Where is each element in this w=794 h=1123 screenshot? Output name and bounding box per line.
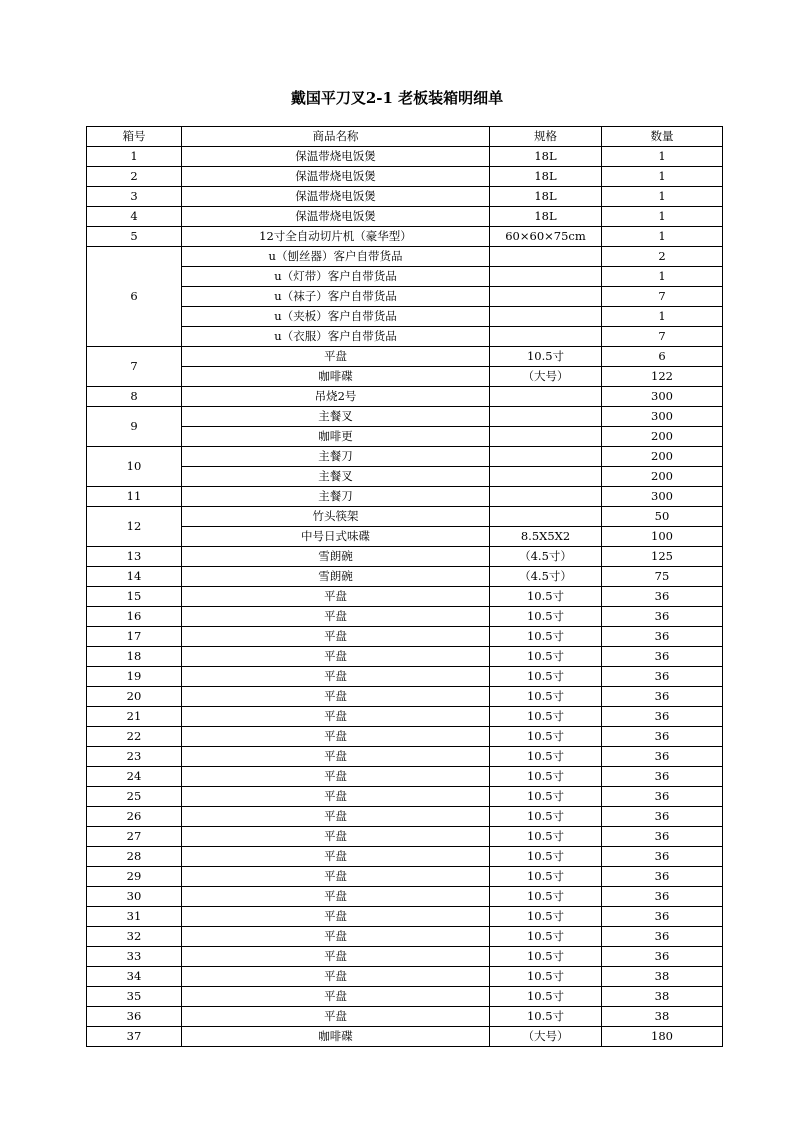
product-name-cell: u（衣服）客户自带货品 [182,327,490,347]
spec-cell: 10.5寸 [490,1007,602,1027]
spec-cell: 10.5寸 [490,767,602,787]
table-row [87,747,723,767]
box-number-cell: 21 [87,707,182,727]
table-row [87,587,723,607]
quantity-cell: 36 [602,667,723,687]
product-name-cell: 平盘 [182,827,490,847]
table-row [87,847,723,867]
table-row [87,487,723,507]
table-row [87,987,723,1007]
box-number-cell: 9 [87,407,182,447]
product-name-cell: 中号日式味碟 [182,527,490,547]
product-name-cell: 平盘 [182,987,490,1007]
box-number-cell: 34 [87,967,182,987]
box-number-cell: 22 [87,727,182,747]
spec-cell [490,467,602,487]
header-product-name: 商品名称 [182,127,490,147]
spec-cell: （大号） [490,1027,602,1047]
spec-cell: 10.5寸 [490,747,602,767]
spec-cell: 10.5寸 [490,827,602,847]
quantity-cell: 38 [602,987,723,1007]
spec-cell: 10.5寸 [490,847,602,867]
product-name-cell: u（夹板）客户自带货品 [182,307,490,327]
box-number-cell: 15 [87,587,182,607]
box-number-cell: 3 [87,187,182,207]
box-number-cell: 14 [87,567,182,587]
table-row [87,727,723,747]
table-row [87,387,723,407]
spec-cell [490,507,602,527]
table-row [87,567,723,587]
table-row [87,647,723,667]
quantity-cell: 6 [602,347,723,367]
table-row [87,207,723,227]
product-name-cell: 咖啡碟 [182,1027,490,1047]
box-number-cell: 36 [87,1007,182,1027]
quantity-cell: 100 [602,527,723,547]
table-row [87,367,723,387]
document-title: 戴国平刀叉2-1 老板装箱明细单 [290,89,504,107]
spec-cell: 10.5寸 [490,667,602,687]
box-number-cell: 20 [87,687,182,707]
box-number-cell: 4 [87,207,182,227]
box-number-cell: 11 [87,487,182,507]
quantity-cell: 50 [602,507,723,527]
spec-cell: 10.5寸 [490,807,602,827]
spec-cell [490,267,602,287]
box-number-cell: 12 [87,507,182,547]
spec-cell: 10.5寸 [490,787,602,807]
table-row [87,187,723,207]
product-name-cell: 主餐叉 [182,467,490,487]
quantity-cell: 200 [602,427,723,447]
header-row [87,127,723,147]
box-number-cell: 31 [87,907,182,927]
product-name-cell: u（灯带）客户自带货品 [182,267,490,287]
quantity-cell: 36 [602,647,723,667]
quantity-cell: 1 [602,207,723,227]
quantity-cell: 200 [602,447,723,467]
quantity-cell: 36 [602,927,723,947]
product-name-cell: 保温带烧电饭煲 [182,147,490,167]
table-row [87,887,723,907]
quantity-cell: 1 [602,227,723,247]
header-spec: 规格 [490,127,602,147]
spec-cell [490,407,602,427]
table-row [87,947,723,967]
box-number-cell: 35 [87,987,182,1007]
quantity-cell: 1 [602,147,723,167]
spec-cell [490,427,602,447]
quantity-cell: 7 [602,327,723,347]
table-row [87,907,723,927]
table-row [87,547,723,567]
spec-cell: 10.5寸 [490,947,602,967]
spec-cell: 10.5寸 [490,987,602,1007]
quantity-cell: 36 [602,867,723,887]
quantity-cell: 1 [602,267,723,287]
table-row [87,667,723,687]
packing-list-table [86,126,723,1047]
spec-cell: 10.5寸 [490,907,602,927]
box-number-cell: 1 [87,147,182,167]
table-row [87,827,723,847]
spec-cell: 18L [490,187,602,207]
spec-cell: 10.5寸 [490,587,602,607]
product-name-cell: 平盘 [182,867,490,887]
product-name-cell: 主餐刀 [182,487,490,507]
quantity-cell: 75 [602,567,723,587]
spec-cell: 10.5寸 [490,727,602,747]
table-row [87,787,723,807]
product-name-cell: 保温带烧电饭煲 [182,207,490,227]
table-row [87,867,723,887]
quantity-cell: 36 [602,707,723,727]
quantity-cell: 2 [602,247,723,267]
quantity-cell: 1 [602,187,723,207]
table-row [87,267,723,287]
spec-cell: 10.5寸 [490,927,602,947]
quantity-cell: 38 [602,967,723,987]
product-name-cell: 平盘 [182,667,490,687]
table-row [87,707,723,727]
table-row [87,687,723,707]
table-row [87,1007,723,1027]
product-name-cell: 吊烧2号 [182,387,490,407]
product-name-cell: 平盘 [182,727,490,747]
quantity-cell: 36 [602,907,723,927]
product-name-cell: 平盘 [182,587,490,607]
product-name-cell: 12寸全自动切片机（豪华型） [182,227,490,247]
spec-cell [490,247,602,267]
box-number-cell: 30 [87,887,182,907]
product-name-cell: u（刨丝器）客户自带货品 [182,247,490,267]
quantity-cell: 36 [602,847,723,867]
box-number-cell: 5 [87,227,182,247]
box-number-cell: 25 [87,787,182,807]
box-number-cell: 8 [87,387,182,407]
quantity-cell: 36 [602,887,723,907]
box-number-cell: 23 [87,747,182,767]
quantity-cell: 125 [602,547,723,567]
table-row [87,627,723,647]
table-row [87,287,723,307]
spec-cell [490,327,602,347]
table-row [87,507,723,527]
box-number-cell: 32 [87,927,182,947]
table-row [87,607,723,627]
spec-cell: 18L [490,207,602,227]
spec-cell: 10.5寸 [490,967,602,987]
table-row [87,167,723,187]
table-row [87,147,723,167]
quantity-cell: 36 [602,607,723,627]
table-row [87,427,723,447]
spec-cell: 10.5寸 [490,647,602,667]
table-row [87,467,723,487]
quantity-cell: 300 [602,407,723,427]
table-row [87,1027,723,1047]
quantity-cell: 38 [602,1007,723,1027]
table-row [87,347,723,367]
product-name-cell: 保温带烧电饭煲 [182,167,490,187]
table-row [87,307,723,327]
box-number-cell: 26 [87,807,182,827]
product-name-cell: 保温带烧电饭煲 [182,187,490,207]
product-name-cell: 平盘 [182,787,490,807]
product-name-cell: 平盘 [182,947,490,967]
spec-cell: （4.5寸） [490,567,602,587]
spec-cell: 10.5寸 [490,347,602,367]
spec-cell: 18L [490,167,602,187]
table-row [87,807,723,827]
product-name-cell: 平盘 [182,627,490,647]
quantity-cell: 36 [602,767,723,787]
product-name-cell: 主餐叉 [182,407,490,427]
product-name-cell: 平盘 [182,887,490,907]
quantity-cell: 300 [602,387,723,407]
quantity-cell: 36 [602,627,723,647]
spec-cell [490,287,602,307]
box-number-cell: 27 [87,827,182,847]
product-name-cell: 平盘 [182,967,490,987]
table-row [87,407,723,427]
table-row [87,227,723,247]
header-quantity: 数量 [602,127,723,147]
product-name-cell: 主餐刀 [182,447,490,467]
product-name-cell: u（袜子）客户自带货品 [182,287,490,307]
quantity-cell: 36 [602,587,723,607]
spec-cell: 10.5寸 [490,887,602,907]
spec-cell: 10.5寸 [490,687,602,707]
quantity-cell: 36 [602,747,723,767]
box-number-cell: 19 [87,667,182,687]
product-name-cell: 咖啡更 [182,427,490,447]
quantity-cell: 36 [602,827,723,847]
product-name-cell: 平盘 [182,847,490,867]
box-number-cell: 6 [87,247,182,347]
box-number-cell: 33 [87,947,182,967]
box-number-cell: 28 [87,847,182,867]
table-body [87,147,723,1047]
quantity-cell: 1 [602,167,723,187]
spec-cell: 10.5寸 [490,867,602,887]
spec-cell: 8.5X5X2 [490,527,602,547]
quantity-cell: 7 [602,287,723,307]
quantity-cell: 36 [602,727,723,747]
product-name-cell: 平盘 [182,687,490,707]
quantity-cell: 36 [602,787,723,807]
quantity-cell: 180 [602,1027,723,1047]
product-name-cell: 平盘 [182,927,490,947]
quantity-cell: 36 [602,807,723,827]
product-name-cell: 平盘 [182,747,490,767]
spec-cell: （大号） [490,367,602,387]
product-name-cell: 平盘 [182,647,490,667]
spec-cell: 10.5寸 [490,707,602,727]
table-row [87,527,723,547]
spec-cell: 10.5寸 [490,607,602,627]
quantity-cell: 36 [602,687,723,707]
box-number-cell: 18 [87,647,182,667]
spec-cell [490,487,602,507]
product-name-cell: 平盘 [182,907,490,927]
spec-cell [490,447,602,467]
product-name-cell: 雪朗碗 [182,567,490,587]
quantity-cell: 1 [602,307,723,327]
product-name-cell: 雪朗碗 [182,547,490,567]
table-row [87,327,723,347]
box-number-cell: 2 [87,167,182,187]
box-number-cell: 16 [87,607,182,627]
product-name-cell: 平盘 [182,1007,490,1027]
quantity-cell: 200 [602,467,723,487]
product-name-cell: 平盘 [182,707,490,727]
table-row [87,927,723,947]
spec-cell: （4.5寸） [490,547,602,567]
product-name-cell: 咖啡碟 [182,367,490,387]
spec-cell [490,307,602,327]
spec-cell: 60×60×75cm [490,227,602,247]
product-name-cell: 平盘 [182,767,490,787]
spec-cell: 18L [490,147,602,167]
product-name-cell: 平盘 [182,607,490,627]
table-row [87,247,723,267]
spec-cell [490,387,602,407]
box-number-cell: 17 [87,627,182,647]
table-row [87,447,723,467]
quantity-cell: 300 [602,487,723,507]
box-number-cell: 37 [87,1027,182,1047]
spec-cell: 10.5寸 [490,627,602,647]
quantity-cell: 122 [602,367,723,387]
product-name-cell: 平盘 [182,807,490,827]
quantity-cell: 36 [602,947,723,967]
product-name-cell: 平盘 [182,347,490,367]
box-number-cell: 24 [87,767,182,787]
header-box-no: 箱号 [87,127,182,147]
box-number-cell: 13 [87,547,182,567]
table-row [87,967,723,987]
product-name-cell: 竹头筷架 [182,507,490,527]
box-number-cell: 29 [87,867,182,887]
box-number-cell: 10 [87,447,182,487]
box-number-cell: 7 [87,347,182,387]
table-row [87,767,723,787]
